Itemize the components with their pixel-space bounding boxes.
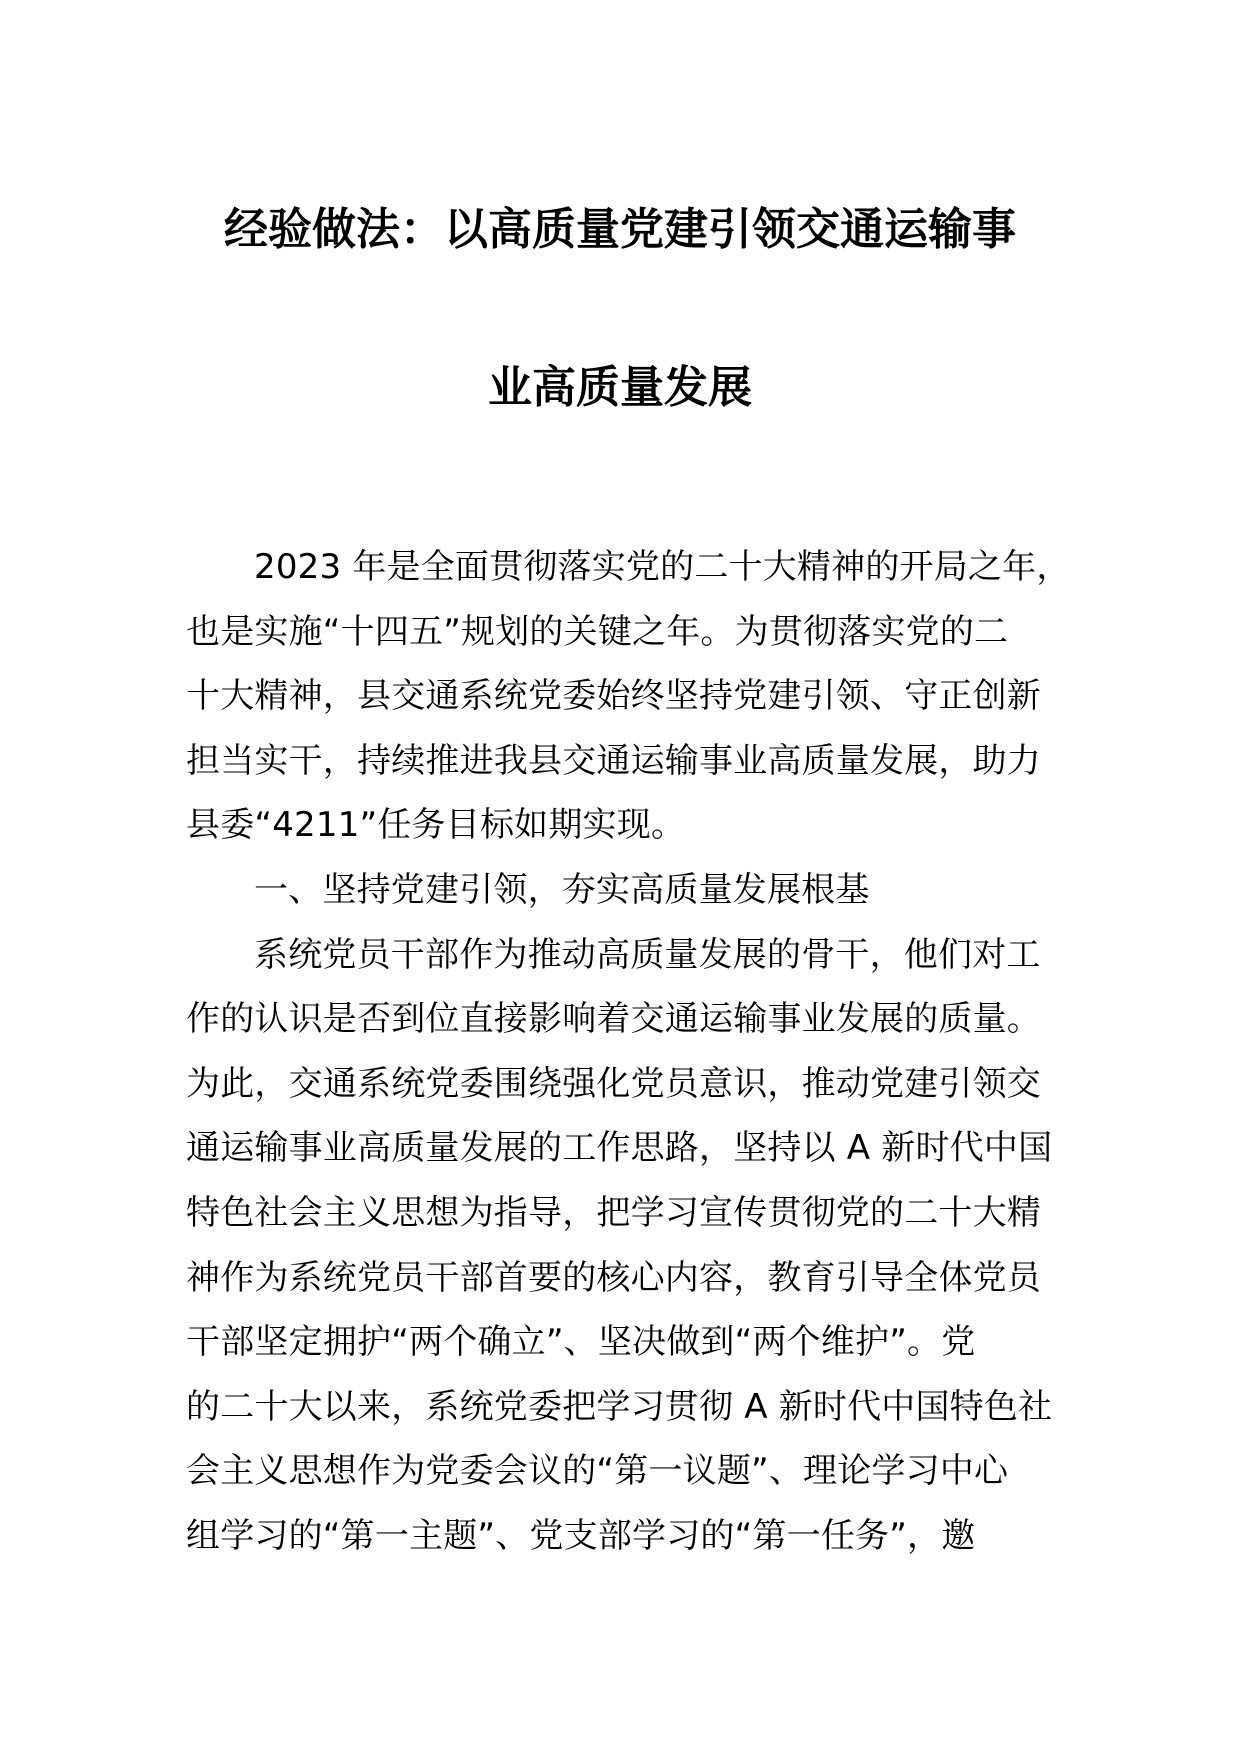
paragraph-2-line-7: 干部坚定拥护“两个确立”、坚决做到“两个维护”。党 <box>186 1322 976 1363</box>
paragraph-1-line-2: 也是实施“十四五”规划的关键之年。为贯彻落实党的二 <box>186 611 1009 652</box>
paragraph-2-line-5: 特色社会主义思想为指导，把学习宣传贯彻党的二十大精 <box>186 1192 1041 1233</box>
document-title-line-1: 经验做法：以高质量党建引领交通运输事 <box>224 204 1016 255</box>
paragraph-2-line-4: 通运输事业高质量发展的工作思路，坚持以 A 新时代中国 <box>186 1128 1053 1169</box>
paragraph-1-line-5: 县委“4211”任务目标如期实现。 <box>186 805 686 846</box>
paragraph-1-line-1: 2023 年是全面贯彻落实党的二十大精神的开局之年， <box>254 547 1071 587</box>
document-title-line-2: 业高质量发展 <box>488 362 752 413</box>
paragraph-1-line-4: 担当实干，持续推进我县交通运输事业高质量发展，助力 <box>186 740 1041 781</box>
document-body <box>186 535 1071 1569</box>
paragraph-1-line-3: 十大精神，县交通系统党委始终坚持党建引领、守正创新 <box>186 676 1041 717</box>
paragraph-2-line-10: 组学习的“第一主题”、党支部学习的“第一任务”，邀 <box>186 1515 976 1556</box>
paragraph-2-line-2: 作的认识是否到位直接影响着交通运输事业发展的质量。 <box>186 999 1041 1040</box>
paragraph-2-line-3: 为此，交通系统党委围绕强化党员意识，推动党建引领交 <box>186 1063 1041 1104</box>
paragraph-2-line-8: 的二十大以来，系统党委把学习贯彻 A 新时代中国特色社 <box>186 1386 1053 1427</box>
section-heading-1: 一、坚持党建引领，夯实高质量发展根基 <box>254 869 870 910</box>
paragraph-2-line-9: 会主义思想作为党委会议的“第一议题”、理论学习中心 <box>186 1451 1009 1492</box>
paragraph-2-line-1: 系统党员干部作为推动高质量发展的骨干，他们对工 <box>254 934 1041 975</box>
paragraph-2-line-6: 神作为系统党员干部首要的核心内容，教育引导全体党员 <box>186 1257 1041 1298</box>
